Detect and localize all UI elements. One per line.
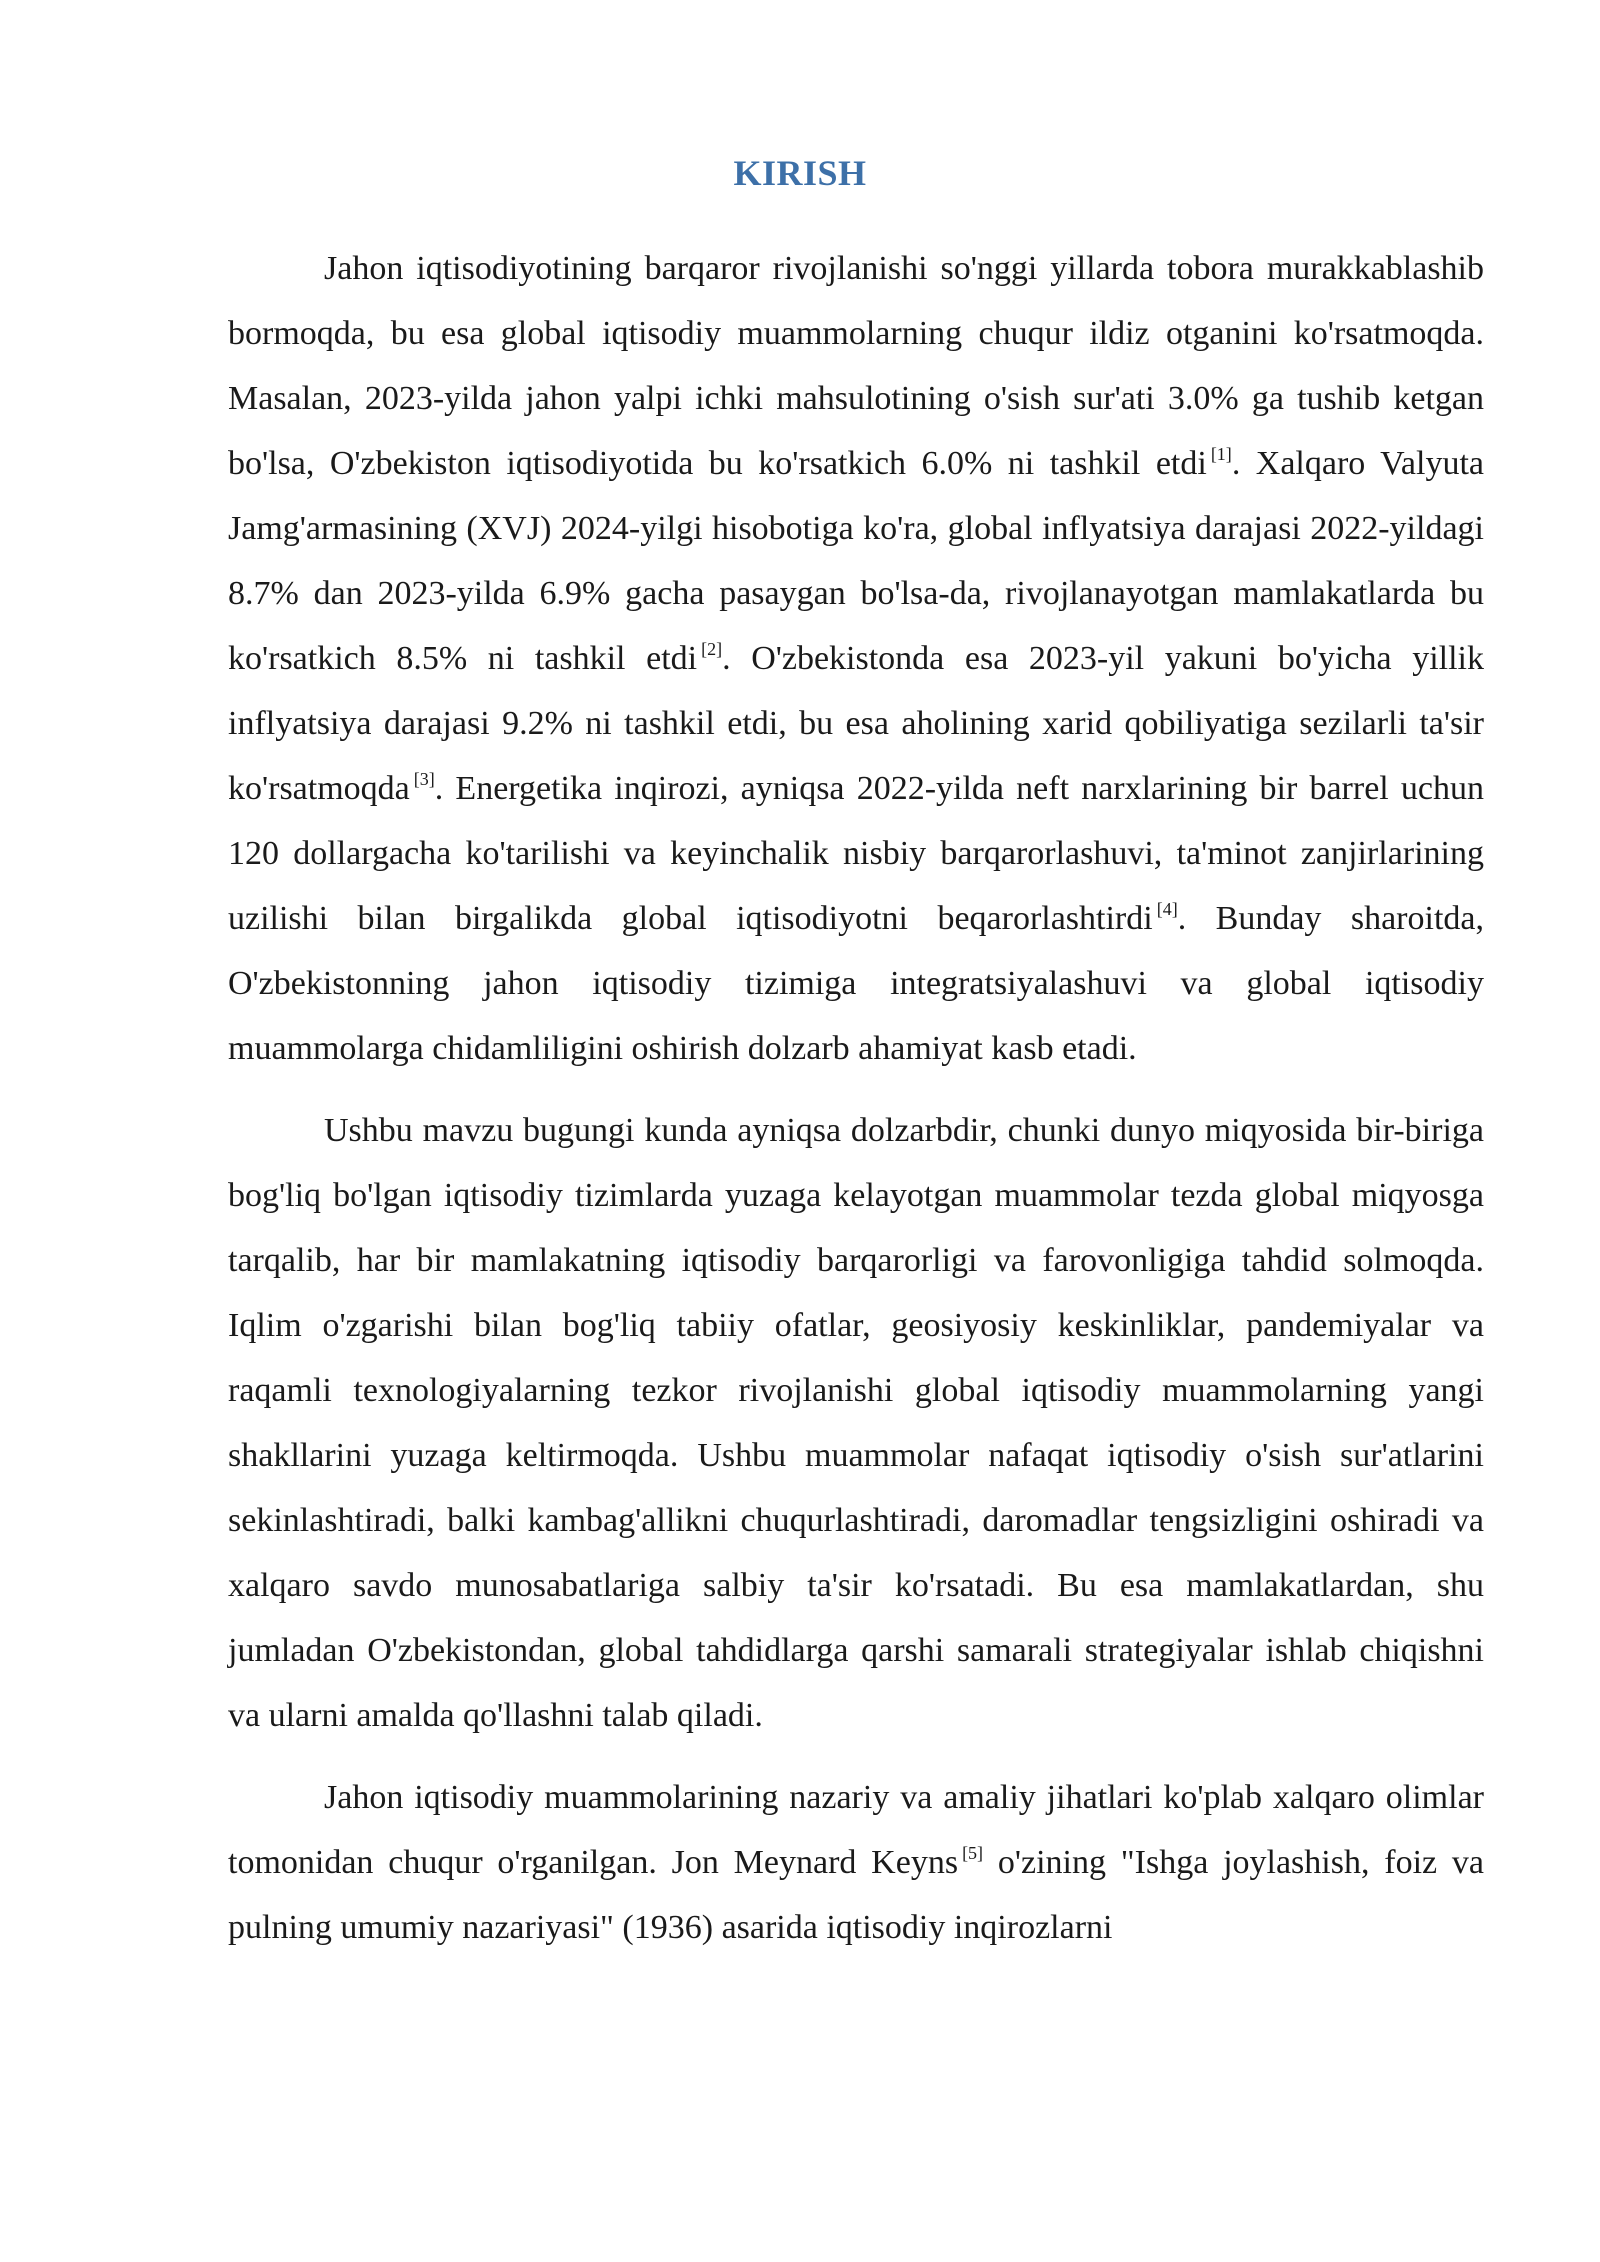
body-text <box>228 236 1484 1977</box>
paragraph-text: . Energetika inqirozi, ayniqsa 2022-yilda neft narxlarining bir barrel uchun 120 dollargacha ko'tarilishi va keyinchalik nisbiy barqarorlashuvi, ta'minot zanjirlarining uzilishi bilan birgalikda global iqtisodiyotni beqarorlashtirdi <box>228 770 1484 937</box>
paragraph-text: . Xalqaro Valyuta Jamg'armasining (XVJ) 2024-yilgi hisobotiga ko'ra, global inflyatsiya darajasi 2022-yildagi 8.7% dan 2023-yilda 6.9% gacha pasaygan bo'lsa-da, rivojlanayotgan mamlakatlarda bu ko'rsatkich 8.5% ni tashkil etdi <box>228 445 1485 677</box>
citation-ref-1: [1] <box>1210 444 1232 464</box>
paragraph-2 <box>228 1098 1484 1748</box>
paragraph-text: Jahon iqtisodiy muammolarining nazariy va amaliy jihatlari ko'plab xalqaro olimlar tomonidan chuqur o'rganilgan. Jon Meynard Keyns <box>228 1779 1484 1881</box>
citation-ref-4: [4] <box>1156 899 1178 919</box>
paragraph-text: Ushbu mavzu bugungi kunda ayniqsa dolzarbdir, chunki dunyo miqyosida bir-biriga bog'liq bo'lgan iqtisodiy tizimlarda yuzaga kelayotgan muammolar tezda global miqyosga tarqalib, har bir mamlakatning iqtisodiy barqarorligi va farovonligiga tahdid solmoqda. Iqlim o'zgarishi bilan bog'liq tabiiy ofatlar, geosiyosiy keskinliklar, pandemiyalar va raqamli texnologiyalarning tezkor rivojlanishi global iqtisodiy muammolarning yangi shakllarini yuzaga keltirmoqda. Ushbu muammolar nafaqat iqtisodiy o'sish sur'atlarini sekinlashtiradi, balki kambag'allikni chuqurlashtiradi, daromadlar tengsizligini oshiradi va xalqaro savdo munosabatlariga salbiy ta'sir ko'rsatadi. Bu esa mamlakatlardan, shu jumladan O'zbekistondan, global tahdidlarga qarshi samarali strategiyalar ishlab chiqishni va ularni amalda qo'llashni talab qiladi. <box>228 1112 1484 1734</box>
citation-ref-5: [5] <box>962 1843 984 1863</box>
section-heading: KIRISH <box>733 153 867 193</box>
paragraph-text: . Bunday sharoitda, O'zbekistonning jahon iqtisodiy tizimiga integratsiyalashuvi va global iqtisodiy muammolarga chidamliligini oshirish dolzarb ahamiyat kasb etadi. <box>228 900 1484 1067</box>
paragraph-text: o'zining "Ishga joylashish, foiz va pulning umumiy nazariyasi" (1936) asarida iqtisodiy inqirozlarni <box>228 1844 1484 1946</box>
citation-ref-2: [2] <box>701 639 723 659</box>
paragraph-text: . O'zbekistonda esa 2023-yil yakuni bo'yicha yillik inflyatsiya darajasi 9.2% ni tashkil etdi, bu esa aholining xarid qobiliyatiga sezilarli ta'sir ko'rsatmoqda <box>228 640 1485 807</box>
paragraph-3 <box>228 1765 1484 1960</box>
citation-ref-3: [3] <box>413 769 435 789</box>
paragraph-text: Jahon iqtisodiyotining barqaror rivojlanishi so'nggi yillarda tobora murakkablashib bormoqda, bu esa global iqtisodiy muammolarning chuqur ildiz otganini ko'rsatmoqda. Masalan, 2023-yilda jahon yalpi ichki mahsulotining o'sish sur'ati 3.0% ga tushib ketgan bo'lsa, O'zbekiston iqtisodiyotida bu ko'rsatkich 6.0% ni tashkil etdi <box>228 250 1484 482</box>
paragraph-1 <box>228 236 1484 1081</box>
